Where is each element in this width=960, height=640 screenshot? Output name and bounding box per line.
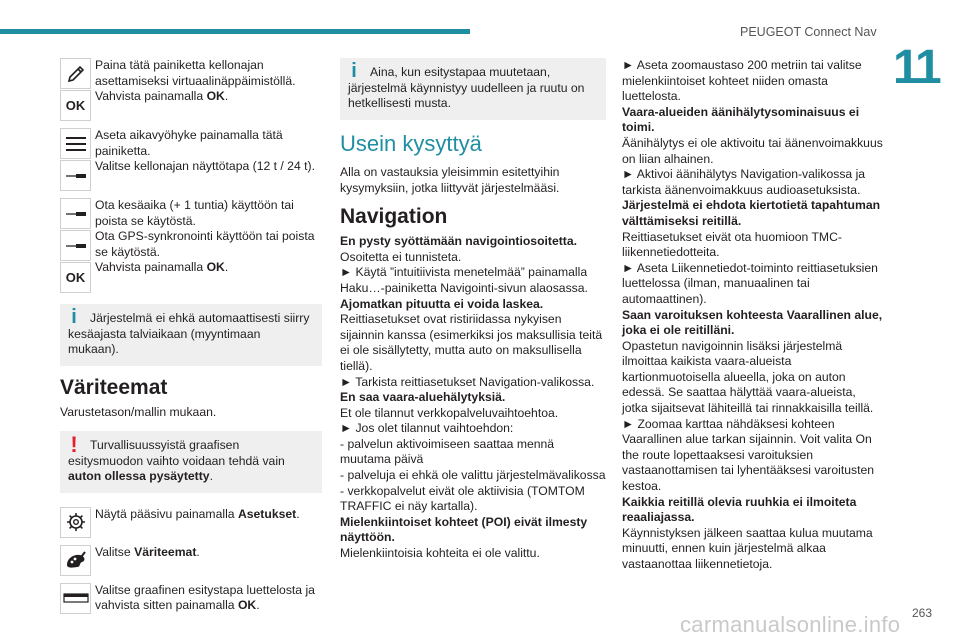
gear-icon[interactable] (60, 507, 91, 538)
info-icon: i (351, 60, 357, 82)
info-note: i Aina, kun esitystapaa muutetaan, järjestelmä käynnistyy uudelleen ja ruutu on hetkellisesti musta. (340, 58, 606, 120)
warning-note: ! Turvallisuussyistä graafisen esitysmuodon vaihto voidaan tehdä vain auton ollessa pysäytetty. (60, 431, 322, 493)
toggle-icon[interactable] (60, 198, 91, 229)
ok-button[interactable]: OK (60, 90, 91, 121)
faq-answer-line: Äänihälytys ei ole aktivoitu tai äänenvoimakkuus on liian alhainen. (622, 135, 883, 166)
toggle-icon[interactable] (60, 160, 91, 191)
toggle-icon[interactable] (60, 230, 91, 261)
faq-question: En pysty syöttämään navigointiosoitetta. (340, 234, 578, 249)
faq-answer-line: ► Käytä ”intuitiivista menetelmää” painamalla Haku…-painiketta Navigointi-sivun alaosassa. (340, 265, 588, 295)
faq-question: Ajomatkan pituutta ei voida laskea. (340, 296, 544, 311)
step-text: Aseta aikavyöhyke painamalla tätä painiketta. (95, 128, 283, 158)
warning-icon: ! (70, 431, 78, 457)
step-text: Valitse kellonajan näyttötapa (12 t / 24 t). (95, 159, 315, 174)
faq-answer-line: Osoitetta ei tunnisteta. (340, 249, 462, 264)
step-text: Paina tätä painiketta kellonajan asettamiseksi virtuaalinäppäimistöllä. (95, 58, 296, 88)
menu-lines-icon[interactable] (60, 128, 91, 159)
faq-answer-line: Reittiasetukset ovat ristiriidassa nykyisen sijainnin kanssa (esimerkiksi jos maksullisia teitä ei ole sisällytetty, mutta auto on maksullisella tiellä). (340, 312, 603, 373)
step-text: Ota kesäaika (+ 1 tuntia) käyttöön tai poista se käytöstä. (95, 198, 294, 228)
faq-intro: Alla on vastauksia yleisimmin esitettyihin kysymyksiin, jotka liittyvät järjestelmääsi. (340, 165, 560, 195)
section-title: Navigation (340, 204, 448, 228)
faq-question: Saan varoituksen kohteesta Vaarallinen alue, joka ei ole reitilläni. (622, 307, 883, 338)
step-timezone (60, 128, 322, 192)
column-1 (60, 58, 322, 621)
pencil-icon[interactable] (60, 58, 91, 89)
page-number: 263 (912, 606, 933, 620)
faq-answer-line: Et ole tilannut verkkopalveluvaihtoehtoa. (340, 405, 559, 420)
ok-button[interactable]: OK (60, 262, 91, 293)
step-confirm: Vahvista painamalla OK. (95, 260, 229, 275)
step-text: Näytä pääsivu painamalla Asetukset. (95, 506, 300, 521)
faq-answer-line: Mielenkiintoisia kohteita ei ole valittu. (340, 546, 540, 561)
info-note: i Järjestelmä ei ehkä automaattisesti siirry kesäajasta talviaikaan (myyntimaan mukaan). (60, 304, 322, 366)
section-intro: Varustetason/mallin mukaan. (60, 405, 217, 420)
info-icon: i (71, 306, 77, 328)
step-confirm: Vahvista painamalla OK. (95, 89, 229, 104)
list-item-icon[interactable] (60, 583, 91, 614)
faq-question: Vaara-alueiden äänihälytysominaisuus ei toimi. (622, 104, 860, 135)
step-settings (60, 507, 322, 539)
faq-answer-line: ► Zoomaa karttaa nähdäksesi kohteen Vaarallinen alue tarkan sijainnin. Voit valita On the route lopettaaksesi varoituksien vastaanottamisen tai lyhentääksesi varoitusten kestoa. (622, 416, 875, 494)
step-text: Valitse Väriteemat. (95, 544, 200, 559)
step-text: Ota GPS-synkronointi käyttöön tai poista se käytöstä. (95, 229, 315, 259)
faq-answer-line: - palvelun aktivoimiseen saattaa mennä muutama päivä (340, 436, 555, 467)
faq-answer-line: ► Jos olet tilannut vaihtoehdon: (340, 421, 514, 436)
faq-answer-line: Opastetun navigoinnin lisäksi järjestelmä ilmoittaa kaikista vaara-alueista kartionmuotoisella alueella, joka on auton edessä. Se saattaa hälyttää vaara-alueista, jotka sijaitsevat lähiteillä tai rinnakkaisilla teillä. (622, 338, 874, 416)
step-choose-theme (60, 583, 322, 615)
faq-answer-line: Reittiasetukset eivät ota huomioon TMC-liikennetiedotteita. (622, 229, 842, 260)
faq-answer-line: - verkkopalvelut eivät ole aktiivisia (TOMTOM TRAFFIC ei näy kartalla). (340, 483, 585, 514)
column-2 (340, 58, 606, 562)
faq-answer-line: ► Aktivoi äänihälytys Navigation-valikossa ja tarkista äänenvoimakkuus audioasetuksista. (622, 167, 866, 197)
step-text: Valitse graafinen esitystapa luettelosta ja vahvista sitten painamalla OK. (95, 582, 315, 613)
step-color-themes (60, 545, 322, 577)
faq-question: Kaikkia reitillä olevia ruuhkia ei ilmoiteta reaaliajassa. (622, 494, 857, 525)
faq-answer-line: ► Aseta zoomaustaso 200 metriin tai valitse mielenkiintoiset kohteet niiden omasta luettelosta. (622, 58, 862, 104)
palette-icon[interactable] (60, 545, 91, 576)
step-set-time (60, 58, 322, 122)
header-title: PEUGEOT Connect Nav (740, 25, 877, 39)
step-dst-gps (60, 198, 322, 294)
header-accent-bar (0, 29, 470, 34)
chapter-number: 11 (893, 41, 940, 94)
faq-question: Mielenkiintoiset kohteet (POI) eivät ilmesty näyttöön. (340, 514, 588, 545)
column-3 (622, 58, 884, 573)
faq-answer-line: Käynnistyksen jälkeen saattaa kulua muutama minuutti, ennen kuin järjestelmä alkaa vastaanottaa liikennetietoja. (622, 525, 873, 571)
faq-answer-line: ► Tarkista reittiasetukset Navigation-valikossa. (340, 374, 595, 389)
faq-answer-line: - palveluja ei ehkä ole valittu järjestelmävalikossa (340, 468, 606, 483)
section-title: Väriteemat (60, 375, 168, 399)
watermark: carmanualsonline.info (680, 612, 901, 637)
faq-question: Järjestelmä ei ehdota kiertotietä tapahtuman välttämiseksi reitillä. (622, 198, 881, 228)
faq-question: En saa vaara-aluehälytyksiä. (340, 390, 506, 405)
faq-answer-line: ► Aseta Liikennetiedot-toiminto reittiasetuksien luettelossa (ilman, manuaalinen tai automaattinen). (622, 260, 878, 306)
faq-title: Usein kysyttyä (340, 130, 482, 156)
